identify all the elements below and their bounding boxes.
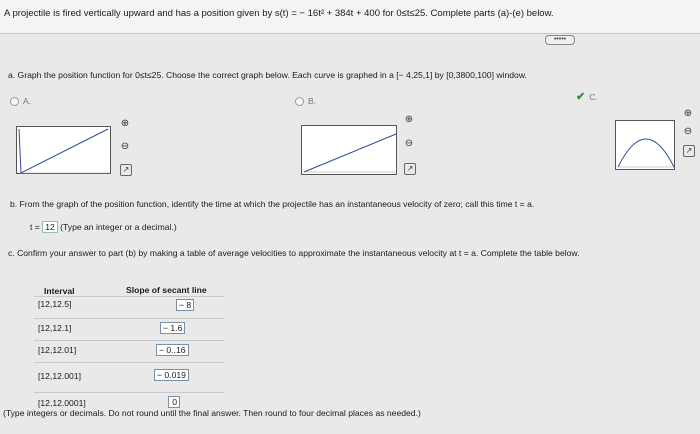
answer-instructions: (Type integers or decimals. Do not round until the final answer. Then round to four decimal places as needed.): [3, 408, 421, 418]
column-header-slope: Slope of secant line: [126, 285, 207, 295]
table-row: [34, 340, 224, 362]
option-a-radio[interactable]: [10, 97, 19, 106]
external-link-icon[interactable]: ↗: [120, 164, 132, 176]
graph-options: [0, 90, 700, 200]
zoom-in-icon[interactable]: ⊕: [404, 114, 414, 125]
interval-cell: [12,12.1]: [38, 323, 72, 333]
table-row: [34, 296, 224, 318]
interval-cell: [12,12.001]: [38, 371, 82, 381]
graph-option-c[interactable]: [615, 120, 675, 170]
zoom-out-icon[interactable]: ⊖: [120, 141, 130, 152]
graph-option-a[interactable]: [16, 126, 111, 174]
answer-label: t =: [30, 222, 40, 232]
interval-cell: [12,12.5]: [38, 299, 72, 309]
answer-hint: (Type an integer or a decimal.): [60, 222, 177, 232]
graph-a-curve: [17, 127, 112, 175]
interval-cell: [12,12.01]: [38, 345, 77, 355]
checkmark-icon: ✔: [576, 91, 586, 103]
external-link-icon[interactable]: ↗: [404, 163, 416, 175]
interval-cell: [12,12.0001]: [38, 398, 86, 408]
problem-text: A projectile is fired vertically upward and has a position given by s(t) = − 16t² + 384t + 400 for 0≤t≤25. Complete parts (a)-(e) below.: [4, 8, 554, 19]
zoom-out-icon[interactable]: ⊖: [683, 126, 693, 137]
option-b-radio[interactable]: [295, 97, 304, 106]
graph-c-curve: [616, 121, 676, 171]
column-header-interval: Interval: [44, 286, 75, 296]
zoom-in-icon[interactable]: ⊕: [683, 108, 693, 119]
table-row: [34, 362, 224, 392]
slope-input[interactable]: − 0.019: [154, 369, 189, 381]
external-link-icon[interactable]: ↗: [683, 145, 695, 157]
part-b-prompt: b. From the graph of the position function, identify the time at which the projectile has an instantaneous velocity of zero; call this time t = a.: [10, 199, 535, 209]
slope-input[interactable]: − 1.6: [160, 322, 185, 334]
part-c-prompt: c. Confirm your answer to part (b) by making a table of average velocities to approximate the instantaneous velocity at t = a. Complete the table below.: [8, 248, 580, 258]
slope-input[interactable]: − 8: [176, 299, 194, 311]
zoom-in-icon[interactable]: ⊕: [120, 118, 130, 129]
zoom-out-icon[interactable]: ⊖: [404, 138, 414, 149]
part-b-answer-line: [30, 221, 177, 233]
table-row: [34, 318, 224, 340]
slope-input[interactable]: 0: [168, 396, 180, 408]
part-a-prompt: a. Graph the position function for 0≤t≤25. Choose the correct graph below. Each curve is graphed in a [− 4,25,1] by [0,3800,100] window.: [8, 70, 527, 80]
option-c-label[interactable]: ✔ C.: [576, 91, 598, 103]
expand-button[interactable]: •••••: [545, 35, 575, 45]
slope-input[interactable]: − 0..16: [156, 344, 189, 356]
option-b-label[interactable]: B.: [295, 96, 316, 106]
graph-b-curve: [302, 126, 398, 176]
problem-statement: [0, 0, 700, 34]
answer-t-input[interactable]: 12: [42, 221, 58, 233]
option-a-label[interactable]: A.: [10, 96, 31, 106]
graph-option-b[interactable]: [301, 125, 397, 175]
